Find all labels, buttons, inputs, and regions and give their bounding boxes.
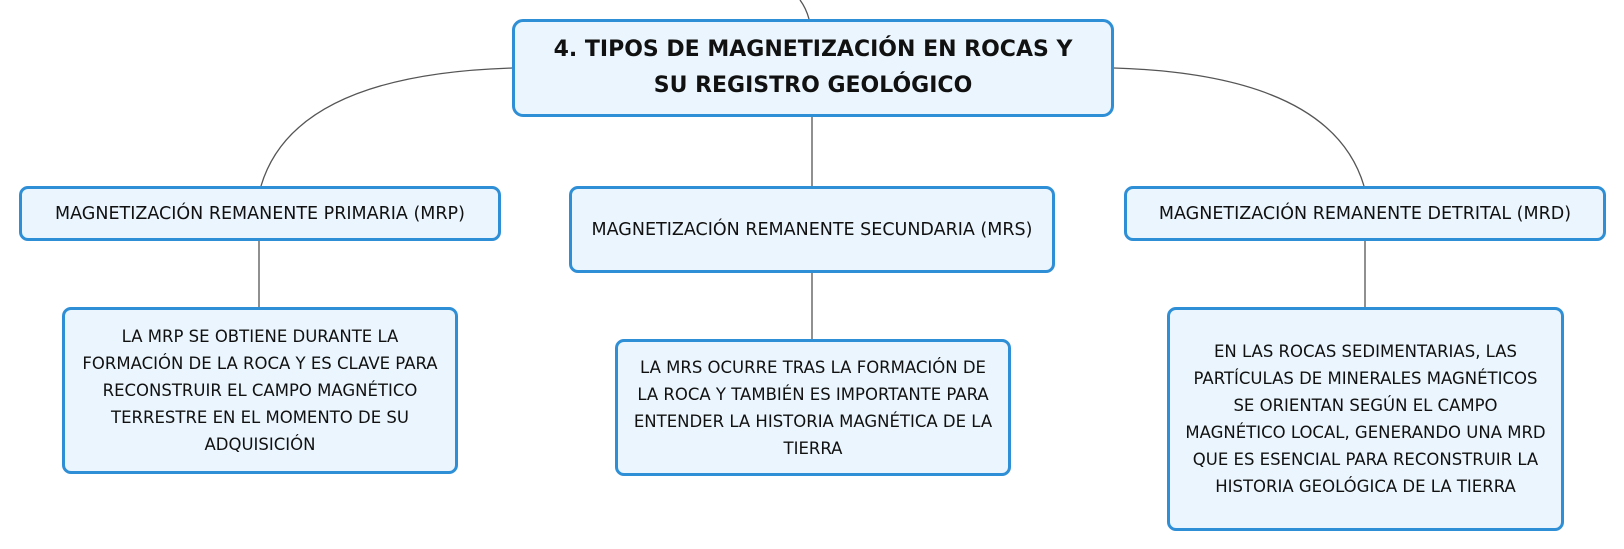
- branch-topic-mrs[interactable]: [569, 186, 1055, 273]
- root-topic[interactable]: [512, 19, 1114, 117]
- connector-parent-to-root: [800, 0, 809, 19]
- subtopic-mrp-detail[interactable]: [62, 307, 458, 474]
- connector-root-to-mrp: [261, 68, 512, 186]
- subtopic-text: EN LAS ROCAS SEDIMENTARIAS, LAS PARTÍCULAS DE MINERALES MAGNÉTICOS SE ORIENTAN SEGÚN EL CAMPO MAGNÉTICO LOCAL, GENERANDO UNA MRD QUE ES ESENCIAL PARA RECONSTRUIR LA HISTORIA GEOLÓGICA DE LA TIERRA: [1185, 342, 1546, 496]
- branch-topic-mrd[interactable]: [1124, 186, 1606, 241]
- connector-root-to-mrd: [1114, 68, 1364, 186]
- branch-topic-mrp[interactable]: [19, 186, 501, 241]
- subtopic-text: LA MRP SE OBTIENE DURANTE LA FORMACIÓN DE LA ROCA Y ES CLAVE PARA RECONSTRUIR EL CAMPO MAGNÉTICO TERRESTRE EN EL MOMENTO DE SU ADQUISICIÓN: [82, 327, 438, 454]
- subtopic-text: LA MRS OCURRE TRAS LA FORMACIÓN DE LA ROCA Y TAMBIÉN ES IMPORTANTE PARA ENTENDER LA HISTORIA MAGNÉTICA DE LA TIERRA: [633, 357, 993, 458]
- branch-topic-label: MAGNETIZACIÓN REMANENTE PRIMARIA (MRP): [55, 203, 465, 224]
- subtopic-mrd-detail[interactable]: [1167, 307, 1564, 531]
- branch-topic-label: MAGNETIZACIÓN REMANENTE SECUNDARIA (MRS): [591, 219, 1033, 240]
- root-topic-title: 4. TIPOS DE MAGNETIZACIÓN EN ROCAS Y SU REGISTRO GEOLÓGICO: [553, 37, 1073, 98]
- subtopic-mrs-detail[interactable]: [615, 339, 1011, 476]
- branch-topic-label: MAGNETIZACIÓN REMANENTE DETRITAL (MRD): [1158, 203, 1572, 224]
